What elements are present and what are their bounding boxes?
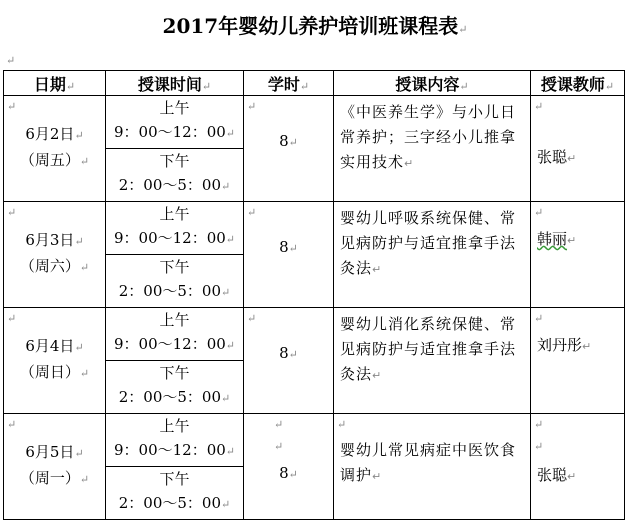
pm-time: 2：00～5：00 bbox=[118, 388, 222, 406]
afternoon-session: 下午 2：00～5：00↵ bbox=[106, 255, 243, 307]
weekday-text: （周日） bbox=[19, 363, 80, 381]
content-cell: 婴幼儿呼吸系统保健、常见病防护与适宜推拿手法灸法↵ bbox=[334, 202, 531, 308]
pm-time: 2：00～5：00 bbox=[118, 494, 222, 512]
date-text: 6月2日 bbox=[25, 125, 75, 143]
title-text: 2017年婴幼儿养护培训班课程表 bbox=[162, 14, 459, 38]
hours-text: 8 bbox=[279, 344, 289, 362]
teacher-cell: ↵ 韩丽↵ bbox=[531, 202, 625, 308]
content-text: 婴幼儿呼吸系统保健、常见病防护与适宜推拿手法灸法 bbox=[340, 209, 517, 277]
hours-text: 8 bbox=[279, 464, 289, 482]
teacher-name: 张聪 bbox=[537, 466, 568, 484]
time-cell bbox=[106, 96, 244, 202]
teacher-cell: ↵ 张聪↵ bbox=[531, 96, 625, 202]
pm-label: 下午 bbox=[159, 364, 190, 382]
content-text: 婴幼儿常见病症中医饮食调护 bbox=[340, 441, 517, 484]
am-time: 9：00～12：00 bbox=[113, 229, 226, 247]
teacher-cell: ↵ ↵ 张聪↵ bbox=[531, 414, 625, 520]
time-cell bbox=[106, 202, 244, 308]
am-time: 9：00～12：00 bbox=[113, 335, 226, 353]
morning-session: 上午 9：00～12：00↵ bbox=[106, 96, 243, 149]
hours-cell: ↵ 8↵ bbox=[244, 202, 334, 308]
hours-cell: ↵ 8↵ bbox=[244, 308, 334, 414]
teacher-name: 张聪 bbox=[537, 148, 568, 166]
date-cell: ↵ 6月4日↵ （周日）↵ bbox=[4, 308, 106, 414]
date-text: 6月3日 bbox=[25, 231, 75, 249]
hours-cell: ↵ ↵ 8↵ bbox=[244, 414, 334, 520]
pm-label: 下午 bbox=[159, 152, 190, 170]
table-row bbox=[4, 202, 625, 308]
date-cell: ↵ 6月3日↵ （周六）↵ bbox=[4, 202, 106, 308]
morning-session: 上午 9：00～12：00↵ bbox=[106, 308, 243, 361]
am-label: 上午 bbox=[159, 311, 190, 329]
content-cell: ↵ 婴幼儿常见病症中医饮食调护↵ bbox=[334, 414, 531, 520]
date-cell: ↵ 6月2日↵ （周五）↵ bbox=[4, 96, 106, 202]
header-hours: 学时↵ bbox=[244, 71, 334, 96]
am-label: 上午 bbox=[159, 417, 190, 435]
hours-text: 8 bbox=[279, 238, 289, 256]
morning-session: 上午 9：00～12：00↵ bbox=[106, 202, 243, 255]
content-cell: 婴幼儿消化系统保健、常见病防护与适宜推拿手法灸法↵ bbox=[334, 308, 531, 414]
weekday-text: （周五） bbox=[19, 151, 80, 169]
header-date: 日期↵ bbox=[4, 71, 106, 96]
teacher-name: 刘丹彤 bbox=[537, 336, 583, 354]
afternoon-session: 下午 2：00～5：00↵ bbox=[106, 467, 243, 519]
schedule-table bbox=[3, 70, 625, 520]
content-text: 《中医养生学》与小儿日常养护；三字经小儿推拿实用技术 bbox=[340, 103, 517, 171]
header-teacher: 授课教师↵ bbox=[531, 71, 625, 96]
weekday-text: （周六） bbox=[19, 257, 80, 275]
date-text: 6月5日 bbox=[25, 443, 75, 461]
morning-session: 上午 9：00～12：00↵ bbox=[106, 414, 243, 467]
pm-time: 2：00～5：00 bbox=[118, 282, 222, 300]
paragraph-mark-icon: ↵ bbox=[6, 54, 16, 67]
pm-time: 2：00～5：00 bbox=[118, 176, 222, 194]
hours-text: 8 bbox=[279, 132, 289, 150]
am-label: 上午 bbox=[159, 205, 190, 223]
teacher-cell: ↵ 刘丹彤↵ bbox=[531, 308, 625, 414]
page-title bbox=[0, 10, 630, 39]
date-cell: ↵ 6月5日↵ （周一）↵ bbox=[4, 414, 106, 520]
header-time: 授课时间↵ bbox=[106, 71, 244, 96]
table-row bbox=[4, 96, 625, 202]
content-text: 婴幼儿消化系统保健、常见病防护与适宜推拿手法灸法 bbox=[340, 315, 517, 383]
teacher-name: 韩丽 bbox=[537, 230, 568, 248]
afternoon-session: 下午 2：00～5：00↵ bbox=[106, 149, 243, 201]
time-cell bbox=[106, 308, 244, 414]
am-label: 上午 bbox=[159, 99, 190, 117]
am-time: 9：00～12：00 bbox=[113, 441, 226, 459]
am-time: 9：00～12：00 bbox=[113, 123, 226, 141]
weekday-text: （周一） bbox=[19, 469, 80, 487]
pm-label: 下午 bbox=[159, 258, 190, 276]
table-row bbox=[4, 414, 625, 520]
time-cell bbox=[106, 414, 244, 520]
pm-label: 下午 bbox=[159, 470, 190, 488]
afternoon-session: 下午 2：00～5：00↵ bbox=[106, 361, 243, 413]
paragraph-mark-icon: ↵ bbox=[458, 23, 468, 36]
hours-cell: ↵ 8↵ bbox=[244, 96, 334, 202]
header-row bbox=[4, 71, 625, 96]
content-cell: 《中医养生学》与小儿日常养护；三字经小儿推拿实用技术↵ bbox=[334, 96, 531, 202]
header-content: 授课内容↵ bbox=[334, 71, 531, 96]
date-text: 6月4日 bbox=[25, 337, 75, 355]
table-row bbox=[4, 308, 625, 414]
